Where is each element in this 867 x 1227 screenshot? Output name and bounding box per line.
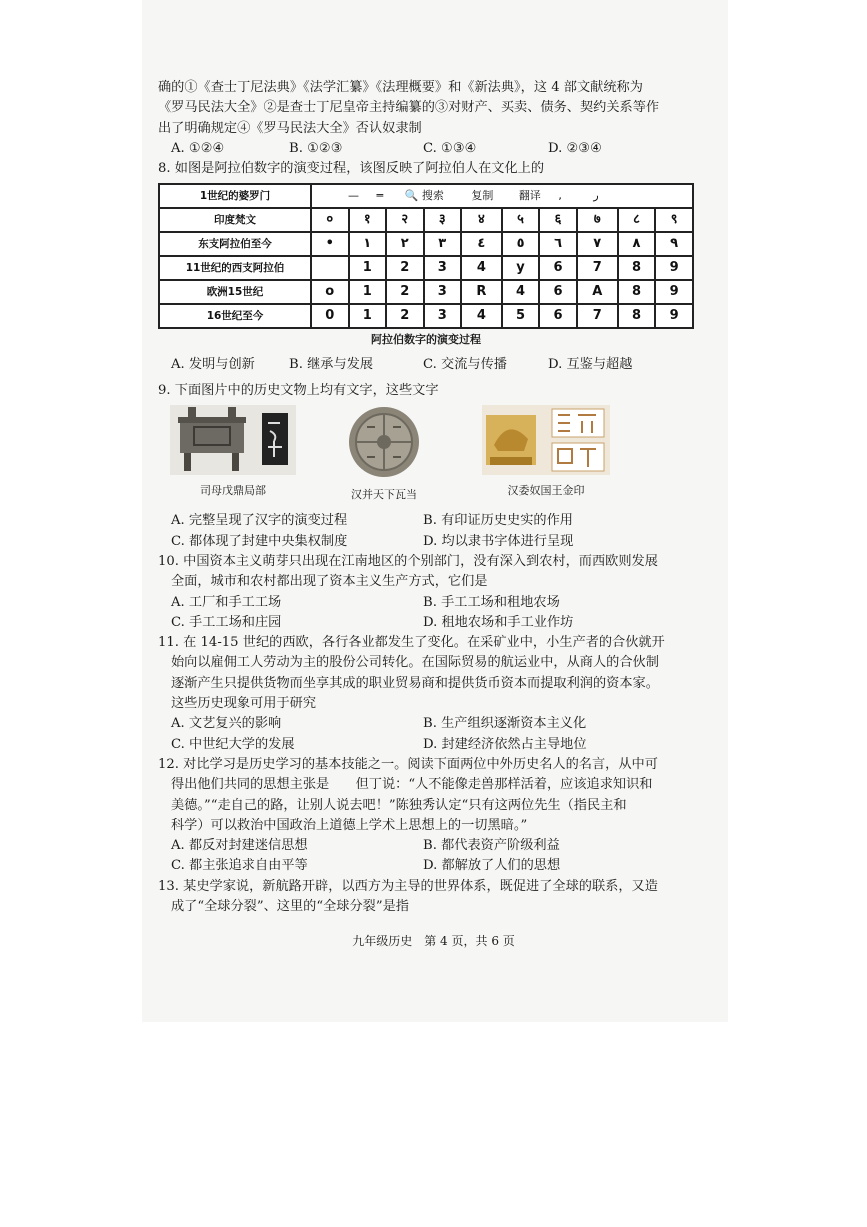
table-row — [159, 184, 693, 208]
figure-caption: 阿拉伯数字的演变过程 — [371, 333, 481, 347]
q12-line: 12. 对比学习是历史学习的基本技能之一。阅读下面两位中外历史名人的名言，从中可 — [158, 756, 658, 772]
q11-option-b[interactable]: B. 生产组织逐渐资本主义化 — [423, 716, 587, 732]
numeral-table — [158, 183, 694, 329]
q10-line: 10. 中国资本主义萌芽只出现在江南地区的个别部门，没有深入到农村，而西欧则发展 — [158, 553, 658, 569]
numeral-cell: 1 — [349, 256, 387, 280]
q9-option-d[interactable]: D. 均以隶书字体进行呈现 — [423, 533, 574, 549]
q10-option-c[interactable]: C. 手工工场和庄园 — [171, 614, 282, 630]
q11-options-row2 — [158, 735, 720, 755]
numeral-cell: ٥ — [502, 232, 540, 256]
toolbar-translate: 翻译 — [518, 189, 541, 203]
q12-option-d[interactable]: D. 都解放了人们的思想 — [423, 858, 561, 874]
q9-option-c[interactable]: C. 都体现了封建中央集权制度 — [171, 533, 348, 549]
question-13 — [158, 877, 720, 918]
overlay-toolbar — [311, 184, 693, 208]
toolbar-last-glyph: ر — [593, 189, 599, 203]
numeral-cell: ७ — [577, 208, 618, 232]
table-row — [159, 208, 693, 232]
numeral-cell: ८ — [618, 208, 656, 232]
q11-options-row1 — [158, 714, 720, 734]
numeral-cell: 2 — [386, 256, 424, 280]
toolbar-search: 🔍 搜索 — [404, 189, 444, 203]
numeral-cell: 4 — [461, 256, 502, 280]
q10-option-b[interactable]: B. 手工工场和租地农场 — [423, 594, 560, 610]
numeral-cell: 9 — [655, 256, 693, 280]
numeral-cell: ३ — [424, 208, 462, 232]
artifact-label: 司母戊鼎局部 — [200, 484, 266, 498]
numeral-cell: 1 — [349, 304, 387, 328]
q8-option-c[interactable]: C. 交流与传播 — [423, 356, 507, 372]
numeral-cell: 4 — [502, 280, 540, 304]
era-label: 欧洲15世纪 — [159, 280, 311, 304]
q12-option-c[interactable]: C. 都主张追求自由平等 — [171, 858, 308, 874]
q11-line: 始向以雇佣工人劳动为主的股份公司转化。在国际贸易的航运业中，从商人的合伙制 — [171, 655, 659, 671]
numeral-cell: 6 — [539, 304, 577, 328]
q8-option-d[interactable]: D. 互鉴与超越 — [548, 356, 633, 372]
numeral-cell: १ — [349, 208, 387, 232]
numeral-cell: 3 — [424, 280, 462, 304]
numeral-cell: ५ — [502, 208, 540, 232]
numeral-cell: ٨ — [618, 232, 656, 256]
toolbar-dash: — — [348, 189, 359, 203]
q11-option-d[interactable]: D. 封建经济依然占主导地位 — [423, 736, 587, 752]
numeral-cell: 8 — [618, 256, 656, 280]
numeral-cell: 9 — [655, 280, 693, 304]
q13-line: 13. 某史学家说，新航路开辟，以西方为主导的世界体系，既促进了全球的联系，又造 — [158, 878, 658, 894]
numeral-cell — [311, 256, 349, 280]
numeral-evolution-figure — [158, 183, 694, 350]
q11-line: 逐渐产生只提供货物而坐享其成的职业贸易商和提供货币资本而提取利润的资本家。 — [171, 675, 659, 691]
numeral-cell: 1 — [349, 280, 387, 304]
exam-content — [158, 78, 720, 917]
q11-option-c[interactable]: C. 中世纪大学的发展 — [171, 736, 295, 752]
q7-options — [158, 139, 720, 159]
q9-stem: 9. 下面图片中的历史文物上均有文字，这些文字 — [158, 383, 439, 399]
numeral-cell: A — [577, 280, 618, 304]
q12-option-a[interactable]: A. 都反对封建迷信思想 — [171, 838, 308, 854]
numeral-cell: 6 — [539, 280, 577, 304]
numeral-cell: o — [311, 280, 349, 304]
numeral-cell: 7 — [577, 304, 618, 328]
numeral-cell: 3 — [424, 304, 462, 328]
q12-line: 科学）可以救治中国政治上道德上学术上思想上的一切黑暗。” — [171, 817, 528, 833]
numeral-cell: 6 — [539, 256, 577, 280]
artifact-tile — [334, 405, 434, 505]
question-11 — [158, 633, 720, 755]
q7-option-d[interactable]: D. ②③④ — [548, 140, 602, 156]
gold-seal-icon — [482, 405, 610, 475]
q7-option-a[interactable]: A. ①②④ — [171, 140, 225, 156]
table-row — [159, 304, 693, 328]
q10-options-row1 — [158, 593, 720, 613]
numeral-cell: 8 — [618, 304, 656, 328]
artifact-images — [158, 405, 720, 505]
toolbar-copy: 复制 — [471, 189, 494, 203]
q8-options — [158, 355, 720, 375]
numeral-cell: ९ — [655, 208, 693, 232]
numeral-cell: 7 — [577, 256, 618, 280]
artifact-ding — [170, 405, 296, 501]
numeral-cell: ६ — [539, 208, 577, 232]
question-10 — [158, 552, 720, 633]
q10-option-d[interactable]: D. 租地农场和手工业作坊 — [423, 614, 574, 630]
q7-line: 《罗马民法大全》②是查士丁尼皇帝主持编纂的③对财产、买卖、债务、契约关系等作 — [158, 100, 660, 116]
numeral-cell: ० — [311, 208, 349, 232]
q7-option-b[interactable]: B. ①②③ — [289, 140, 343, 156]
q8-option-b[interactable]: B. 继承与发展 — [289, 356, 374, 372]
q12-options-row2 — [158, 856, 720, 876]
artifact-seal — [482, 405, 610, 501]
q12-options-row1 — [158, 836, 720, 856]
numeral-cell: ٦ — [539, 232, 577, 256]
numeral-cell: 2 — [386, 280, 424, 304]
q10-line: 全面，城市和农村都出现了资本主义生产方式，它们是 — [171, 574, 488, 590]
numeral-cell: ٩ — [655, 232, 693, 256]
q7-line: 确的①《查士丁尼法典》《法学汇纂》《法理概要》和《新法典》，这 4 部文献统称为 — [158, 80, 643, 95]
q7-option-c[interactable]: C. ①③④ — [423, 140, 477, 156]
q12-line: 美德。”“走自己的路，让别人说去吧！”陈独秀认定“只有这两位先生（指民主和 — [171, 797, 627, 813]
era-label: 11世纪的西支阿拉伯 — [159, 256, 311, 280]
numeral-cell: 0 — [311, 304, 349, 328]
table-row — [159, 256, 693, 280]
question-7 — [158, 78, 720, 159]
era-label: 印度梵文 — [159, 208, 311, 232]
q9-options-row2 — [158, 532, 720, 552]
era-label: 东支阿拉伯至今 — [159, 232, 311, 256]
question-9 — [158, 381, 720, 552]
numeral-cell: y — [502, 256, 540, 280]
numeral-cell: ٣ — [424, 232, 462, 256]
roof-tile-icon — [347, 405, 421, 479]
numeral-cell: ٢ — [386, 232, 424, 256]
toolbar-double-dash: ═ — [376, 189, 384, 203]
numeral-cell: ١ — [349, 232, 387, 256]
q7-line: 出了明确规定④《罗马民法大全》否认奴隶制 — [158, 120, 422, 136]
numeral-cell: ٤ — [461, 232, 502, 256]
question-12 — [158, 755, 720, 877]
q8-option-a[interactable]: A. 发明与创新 — [171, 356, 255, 372]
q11-option-a[interactable]: A. 文艺复兴的影响 — [171, 716, 282, 732]
era-label: 16世纪至今 — [159, 304, 311, 328]
table-row — [159, 280, 693, 304]
numeral-cell: 9 — [655, 304, 693, 328]
q9-option-b[interactable]: B. 有印证历史史实的作用 — [423, 513, 573, 529]
numeral-cell: 2 — [386, 304, 424, 328]
q9-options-row1 — [158, 511, 720, 531]
q9-option-a[interactable]: A. 完整呈现了汉字的演变过程 — [171, 513, 348, 529]
page-footer: 九年级历史 第 4 页，共 6 页 — [352, 934, 515, 948]
q12-option-b[interactable]: B. 都代表资产阶级利益 — [423, 838, 560, 854]
numeral-cell: 8 — [618, 280, 656, 304]
q10-options-row2 — [158, 613, 720, 633]
numeral-cell: ٧ — [577, 232, 618, 256]
artifact-label: 汉并天下瓦当 — [351, 488, 417, 502]
table-row — [159, 232, 693, 256]
q8-stem: 8. 如图是阿拉伯数字的演变过程，该图反映了阿拉伯人在文化上的 — [158, 161, 545, 177]
numeral-cell: 4 — [461, 304, 502, 328]
toolbar-comma: , — [558, 189, 562, 203]
era-label: 1世纪的婆罗门 — [159, 184, 311, 208]
q10-option-a[interactable]: A. 工厂和手工工场 — [171, 594, 282, 610]
question-8 — [158, 159, 720, 375]
q11-line: 这些历史现象可用于研究 — [171, 696, 317, 712]
bronze-ding-icon — [170, 405, 296, 475]
artifact-label: 汉委奴国王金印 — [507, 484, 585, 498]
numeral-cell: R — [461, 280, 502, 304]
q13-line: 成了“全球分裂”、这里的“全球分裂”是指 — [171, 899, 409, 915]
numeral-cell: • — [311, 232, 349, 256]
numeral-cell: 5 — [502, 304, 540, 328]
numeral-cell: २ — [386, 208, 424, 232]
numeral-cell: 3 — [424, 256, 462, 280]
q12-line: 得出他们共同的思想主张是 但丁说：“人不能像走兽那样活着，应该追求知识和 — [171, 777, 653, 793]
q11-line: 11. 在 14-15 世纪的西欧，各行各业都发生了变化。在采矿业中，小生产者的合伙就开 — [158, 635, 665, 651]
numeral-cell: ४ — [461, 208, 502, 232]
